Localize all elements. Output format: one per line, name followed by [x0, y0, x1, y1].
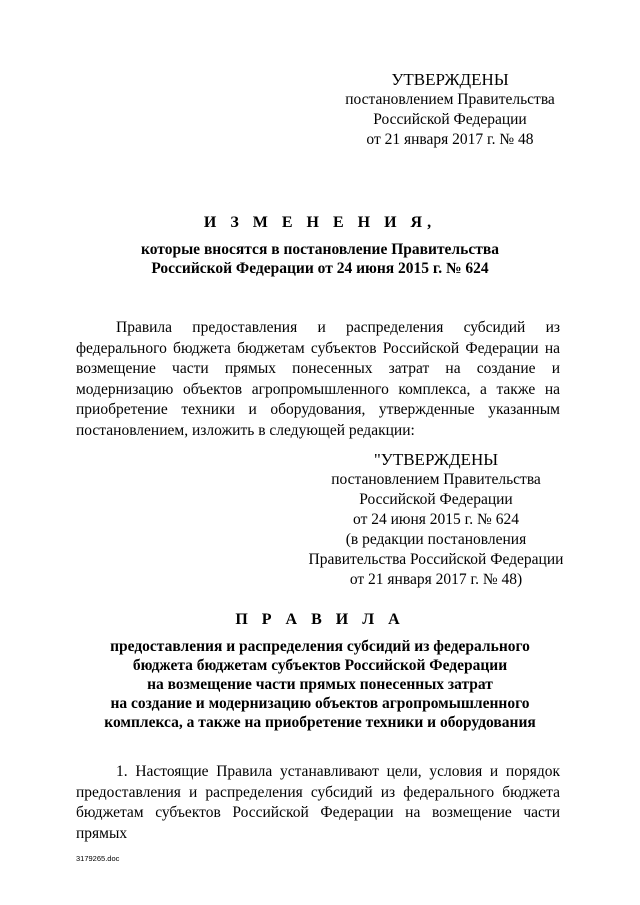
approval-line: (в редакции постановления [345, 531, 527, 548]
approval-line: от 21 января 2017 г. № 48) [349, 571, 523, 588]
document-file-id: 3179265.doc [76, 854, 120, 863]
approval-stamp-quoted [300, 450, 572, 590]
intro-paragraph: Правила предоставления и распределения субсидий из федерального бюджета бюджетам субъектов Российской Федерации на возмещение части прямых понесенных затрат на создание и модернизацию объектов агропромышленного комплекса, а также на приобретение техники и оборудования, утвержденные указанным постановлением, изложить в следующей редакции: [76, 319, 560, 439]
approval-stamp-top [335, 70, 565, 150]
changes-title: И З М Е Н Е Н И Я, [203, 214, 437, 231]
rules-subtitle-line: предоставления и распределения субсидий из федерального [110, 638, 530, 655]
changes-subtitle-line: которые вносятся в постановление Правительства [141, 241, 499, 258]
rules-title-block [70, 609, 570, 732]
changes-title-block [70, 212, 570, 278]
rules-subtitle-line: на создание и модернизацию объектов агропромышленного [110, 695, 530, 712]
approval-line: от 21 января 2017 г. № 48 [366, 131, 534, 148]
approval-line: Правительства Российской Федерации [308, 551, 564, 568]
approval-heading: "УТВЕРЖДЕНЫ [373, 450, 499, 469]
approval-line: Российской Федерации [359, 491, 513, 508]
rules-subtitle-line: на возмещение части прямых понесенных затрат [147, 676, 493, 693]
clause-1-paragraph: 1. Настоящие Правила устанавливают цели, условия и порядок предоставления и распределения субсидий из федерального бюджета бюджетам субъектов Российской Федерации на возмещение части прямых [76, 763, 560, 842]
approval-heading: УТВЕРЖДЕНЫ [391, 70, 509, 89]
rules-title: П Р А В И Л А [235, 611, 405, 628]
approval-line: постановлением Правительства [345, 91, 555, 108]
approval-line: Российской Федерации [373, 111, 527, 128]
approval-line: от 24 июня 2015 г. № 624 [353, 511, 519, 528]
changes-subtitle-line: Российской Федерации от 24 июня 2015 г. № 624 [151, 260, 489, 277]
rules-subtitle-line: бюджета бюджетам субъектов Российской Федерации [132, 657, 508, 674]
rules-subtitle-line: комплекса, а также на приобретение техники и оборудования [104, 714, 536, 731]
approval-line: постановлением Правительства [331, 471, 541, 488]
